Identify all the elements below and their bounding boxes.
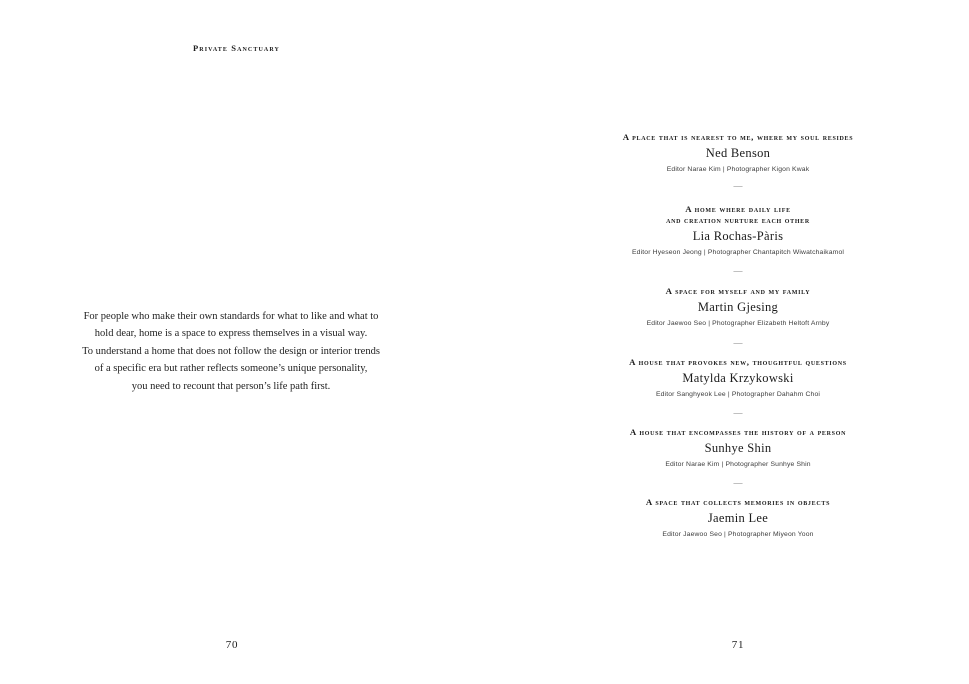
entry-separator: — (733, 181, 743, 191)
entry-author: Ned Benson (705, 146, 771, 160)
toc-entry (538, 132, 938, 174)
entry-title-line: A place that is nearest to me, where my soul resides (622, 132, 854, 142)
paragraph-line: of a specific era but rather reflects someone’s unique personality, (94, 363, 368, 375)
entry-separator: — (733, 266, 743, 276)
entry-credits: Editor Hyeseon Jeong | Photographer Chantapitch Wiwatchaikamol (631, 249, 845, 256)
toc-entry (538, 427, 938, 469)
paragraph-line: hold dear, home is a space to express themselves in a visual way. (94, 328, 368, 340)
entry-separator: — (733, 338, 743, 348)
entry-credits: Editor Narae Kim | Photographer Kigon Kwak (666, 166, 810, 173)
entry-author: Lia Rochas-Pàris (692, 229, 784, 243)
paragraph-line: you need to recount that person’s life path first. (131, 380, 331, 392)
entry-title (538, 132, 938, 143)
entry-author: Jaemin Lee (707, 511, 769, 525)
entry-credits: Editor Jaewoo Seo | Photographer Elizabeth Heltoft Arnby (646, 320, 830, 327)
entry-title-line: A space for myself and my family (665, 286, 811, 296)
entry-title (538, 204, 938, 226)
entry-title-line: and creation nurture each other (666, 215, 810, 225)
paragraph-line: To understand a home that does not follow the design or interior trends (82, 345, 380, 357)
toc-entry (538, 357, 938, 399)
entry-title-line: A space that collects memories in objects (645, 497, 831, 507)
page-number-right: 71 (731, 639, 745, 651)
entry-title (538, 497, 938, 508)
entry-title (538, 427, 938, 438)
entry-title (538, 357, 938, 368)
entry-separator: — (733, 408, 743, 418)
entry-title (538, 286, 938, 297)
section-header: Private Sanctuary (193, 43, 280, 53)
toc-entry (538, 286, 938, 328)
entry-author: Martin Gjesing (697, 300, 779, 314)
entry-title-line: A home where daily life (685, 204, 791, 214)
entry-title-line: A house that encompasses the history of a person (629, 427, 847, 437)
entry-credits: Editor Narae Kim | Photographer Sunhye Shin (665, 461, 811, 468)
toc-entry (538, 497, 938, 539)
page-number-left: 70 (225, 639, 239, 651)
entry-author: Matylda Krzykowski (682, 371, 794, 385)
intro-paragraph (31, 308, 431, 395)
entry-author: Sunhye Shin (704, 441, 772, 455)
entry-credits: Editor Jaewoo Seo | Photographer Miyeon Yoon (662, 531, 814, 538)
entry-credits: Editor Sanghyeok Lee | Photographer Dahahm Choi (655, 391, 821, 398)
paragraph-line: For people who make their own standards for what to like and what to (83, 311, 379, 322)
toc-entry (538, 204, 938, 257)
entry-title-line: A house that provokes new, thoughtful questions (629, 357, 847, 367)
entry-separator: — (733, 478, 743, 488)
